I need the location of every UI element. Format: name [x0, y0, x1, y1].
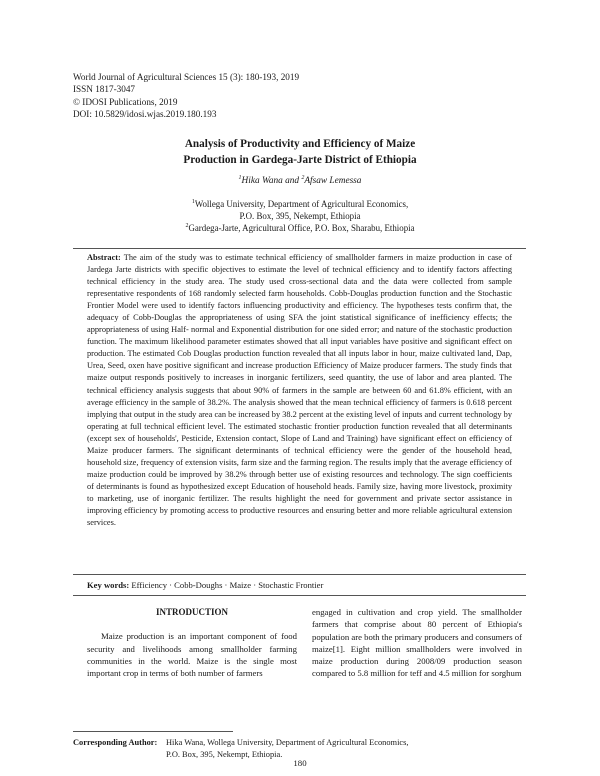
- issn: ISSN 1817-3047: [73, 84, 136, 95]
- author-1: Hika Wana: [241, 176, 283, 186]
- keywords-bottom-rule: [73, 595, 526, 596]
- abstract-bottom-rule: [73, 574, 526, 575]
- affiliation-1-line-2: P.O. Box, 395, Nekempt, Ethiopia: [239, 211, 361, 222]
- affiliation-1-marker: 1: [191, 199, 195, 206]
- abstract: [87, 252, 512, 529]
- affiliations: [0, 198, 600, 235]
- corresponding-author: [73, 737, 408, 760]
- title-line-2: Production in Gardega-Jarte District of Ethiopia: [183, 153, 417, 166]
- abstract-label: Abstract:: [87, 253, 121, 262]
- page-number: 180: [293, 758, 307, 768]
- author-separator: and: [282, 176, 302, 186]
- journal-metadata: [73, 71, 299, 121]
- corresponding-author-label: Corresponding Author:: [73, 738, 158, 747]
- author-2: Afsaw Lemessa: [304, 176, 362, 186]
- paper-title: [0, 137, 600, 168]
- copyright: © IDOSI Publications, 2019: [73, 96, 178, 107]
- corresponding-author-line-1: Hika Wana, Wollega University, Department of Agricultural Economics,: [166, 738, 409, 747]
- keywords-label: Key words:: [87, 580, 130, 590]
- right-column: [312, 606, 522, 680]
- author-list: [0, 176, 600, 186]
- introduction-paragraph-right: engaged in cultivation and crop yield. The smallholder farmers that comprise about 80 percent of Ethiopia's population are both the primary producers and consumers of maize[1]. Eight million smallholders were involved in maize production during 2008/09 production season compared to 5.8 million for teff and 4.5 million for sorghum: [312, 607, 522, 679]
- abstract-text: The aim of the study was to estimate technical efficiency of smallholder farmers in maize production in case of Jardega Jarte districts with specific objectives to estimate the level of technical efficiency and to identify factors affecting technical efficiency in the study area. The study used cross-sectional data and the data were collected from sample representative respondents of 168 randomly selected farm households. Cobb-Douglas production function and the Stochastic Frontier Model were used to identify factors influencing productivity and efficiency. The hypotheses tests confirm that, the adequacy of Cobb-Douglas the appropriateness of using SFA the joint statistical significance of inefficiency effects; the appropriateness of using Half- normal and Exponential distribution for one sided error; and nature of the stochastic production function. The maximum likelihood parameter estimates showed that all input variables have positive and significant effect on production. The estimated Cob Douglas production function revealed that all inputs labor in hour, maize cultivated land, Dap, Urea, Seed, oxen have positive significant and increase production Efficiency of Maize producer farmers. The study finds that maize output responds positively to increases in inorganic fertilizers, seed quantity, the use of labor and area planted. The technical efficiency analysis suggests that about 90% of farmers in the sample are between 60 and 61.8% efficient, with an average efficiency in the sample of 38.2%. The analysis showed that the mean technical efficiency of farmers is 0.618 percent implying that output in the study area can be increased by 38.2 percent at the existing level of inputs and current technology by operating at full technical efficient level. The estimated stochastic frontier production function revealed that all determinants (except sex of households', Pesticide, Extension contact, Slope of Land and Training) have significant effect on efficiency of Maize producer farmers. The significant determinants of technical efficiency were the gender of the household head, household size, frequency of extension visits, farm size and the farming region. The results imply that the average efficiency of maize production could be improved by 38.2% through better use of existing resources and technology. The sign coefficients of determinants is found as hypothesized except Education of household heads. Family size, having more livestock, proximity to marketing, use of inorganic fertilizer. The results highlight the need for government and private sector assistance in improving efficiency by promoting access to productive resources and ensuring better and more reliable agricultural extension services.: [87, 253, 512, 528]
- introduction-heading: INTRODUCTION: [155, 607, 228, 617]
- author-2-affiliation-marker: 2: [301, 174, 305, 181]
- affiliation-2-line-1: Gardega-Jarte, Agricultural Office, P.O. Box, Sharabu, Ethiopia: [188, 223, 415, 234]
- keywords-text: Efficiency · Cobb-Doughs · Maize · Stochastic Frontier: [129, 580, 324, 590]
- author-1-affiliation-marker: 1: [238, 174, 242, 181]
- keywords: [87, 580, 323, 590]
- footer-rule: [73, 731, 233, 732]
- abstract-top-rule: [73, 248, 526, 249]
- affiliation-1-line-1: Wollega University, Department of Agricultural Economics,: [194, 199, 409, 209]
- corresponding-author-line-2: P.O. Box, 395, Nekempt, Ethiopia.: [166, 749, 283, 759]
- doi: DOI: 10.5829/idosi.wjas.2019.180.193: [73, 109, 217, 120]
- journal-citation: World Journal of Agricultural Sciences 15 (3): 180-193, 2019: [73, 72, 300, 82]
- left-column: [87, 606, 297, 679]
- title-line-1: Analysis of Productivity and Efficiency of Maize: [184, 138, 416, 150]
- introduction-paragraph-left: Maize production is an important component of food security and livelihoods among smallholder farming communities in the world. Maize is the single most important crop in terms of both number of farmers: [87, 631, 297, 679]
- affiliation-2-marker: 2: [185, 223, 189, 230]
